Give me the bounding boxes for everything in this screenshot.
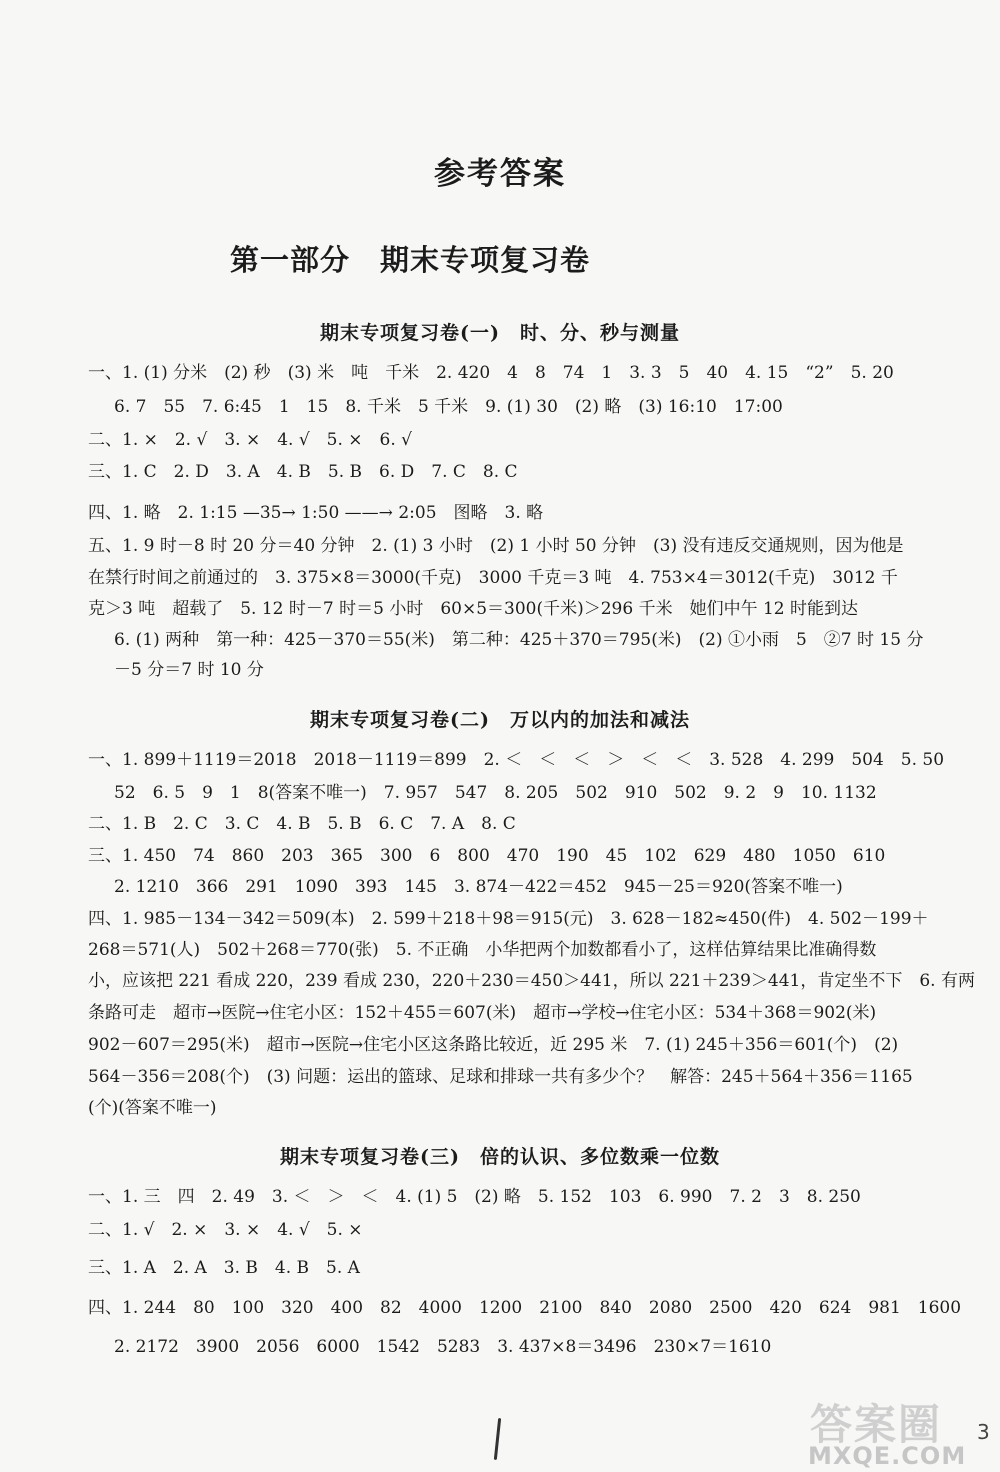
answer-line: 二、1. × 2. √ 3. × 4. √ 5. × 6. √ <box>88 430 412 450</box>
section-title: 期末专项复习卷(二) 万以内的加法和减法 <box>310 709 690 731</box>
answer-line: 条路可走 超市→医院→住宅小区：152＋455＝607(米) 超市→学校→住宅小区：534＋368＝902(米) <box>88 1003 877 1023</box>
pen-mark <box>494 1418 501 1460</box>
answer-line: 克＞3 吨 超载了 5. 12 时－7 时＝5 小时 60×5＝300(千米)＞296 千米 她们中午 12 时能到达 <box>88 599 859 619</box>
answer-line: 52 6. 5 9 1 8(答案不唯一) 7. 957 547 8. 205 502 910 502 9. 2 9 10. 1132 <box>114 783 877 803</box>
answer-line: 小，应该把 221 看成 220，239 看成 230，220＋230＝450＞441，所以 221＋239＞441，肯定坐不下 6. 有两 <box>88 971 975 991</box>
answer-line: 二、1. B 2. C 3. C 4. B 5. B 6. C 7. A 8. C <box>88 814 516 834</box>
answer-line: 一、1. 899＋1119＝2018 2018－1119＝899 2. ＜ ＜ ＜ ＞ ＜ ＜ 3. 528 4. 299 504 5. 50 <box>88 750 945 770</box>
answer-line: 在禁行时间之前通过的 3. 375×8＝3000(千克) 3000 千克＝3 吨 4. 753×4＝3012(千克) 3012 千 <box>88 568 898 588</box>
answer-line: 五、1. 9 时－8 时 20 分＝40 分钟 2. (1) 3 小时 (2) 1 小时 50 分钟 (3) 没有违反交通规则，因为他是 <box>88 536 904 556</box>
answer-line: 二、1. √ 2. × 3. × 4. √ 5. × <box>88 1220 363 1240</box>
answer-line: 2. 2172 3900 2056 6000 1542 5283 3. 437×8＝3496 230×7＝1610 <box>114 1337 772 1357</box>
watermark-logo: 答案圈 <box>810 1400 943 1449</box>
section-title: 期末专项复习卷(三) 倍的认识、多位数乘一位数 <box>280 1146 720 1168</box>
answer-line: 三、1. C 2. D 3. A 4. B 5. B 6. D 7. C 8. C <box>88 462 518 482</box>
part-title: 第一部分 期末专项复习卷 <box>229 243 590 277</box>
answer-line: 564－356＝208(个) (3) 问题：运出的篮球、足球和排球一共有多少个？ 解答：245＋564＋356＝1165 <box>88 1067 913 1087</box>
answer-line: －5 分＝7 时 10 分 <box>114 660 264 680</box>
answer-line: 6. 7 55 7. 6:45 1 15 8. 千米 5 千米 9. (1) 30 (2) 略 (3) 16:10 17:00 <box>114 397 783 417</box>
answer-line: 三、1. A 2. A 3. B 4. B 5. A <box>88 1258 360 1278</box>
answer-line: 902－607＝295(米) 超市→医院→住宅小区这条路比较近，近 295 米 7. (1) 245＋356＝601(个) (2) <box>88 1035 899 1055</box>
answer-line: 一、1. 三 四 2. 49 3. ＜ ＞ ＜ 4. (1) 5 (2) 略 5. 152 103 6. 990 7. 2 3 8. 250 <box>88 1187 861 1207</box>
answer-line: 四、1. 985－134－342＝509(本) 2. 599＋218＋98＝915(元) 3. 628－182≈450(件) 4. 502－199＋ <box>88 909 929 929</box>
answer-line: 2. 1210 366 291 1090 393 145 3. 874－422＝452 945－25＝920(答案不唯一) <box>114 877 843 897</box>
answer-line: 四、1. 略 2. 1:15 —35→ 1:50 ——→ 2:05 图略 3. 略 <box>88 503 544 523</box>
section-title: 期末专项复习卷(一) 时、分、秒与测量 <box>320 322 680 344</box>
page-title: 参考答案 <box>434 156 566 192</box>
answer-line: 三、1. 450 74 860 203 365 300 6 800 470 190 45 102 629 480 1050 610 <box>88 846 886 866</box>
page-number: 3 <box>977 1420 990 1444</box>
answer-line: (个)(答案不唯一) <box>88 1098 217 1118</box>
answer-line: 268＝571(人) 502＋268＝770(张) 5. 不正确 小华把两个加数都看小了，这样估算结果比准确得数 <box>88 940 877 960</box>
answer-line: 6. (1) 两种 第一种：425－370＝55(米) 第二种：425＋370＝795(米) (2) ①小雨 5 ②7 时 15 分 <box>114 630 924 650</box>
watermark-url: MXQE.COM <box>808 1442 967 1470</box>
answer-line: 一、1. (1) 分米 (2) 秒 (3) 米 吨 千米 2. 420 4 8 74 1 3. 3 5 40 4. 15 “2” 5. 20 <box>88 363 894 383</box>
answer-line: 四、1. 244 80 100 320 400 82 4000 1200 2100 840 2080 2500 420 624 981 1600 <box>88 1298 962 1318</box>
